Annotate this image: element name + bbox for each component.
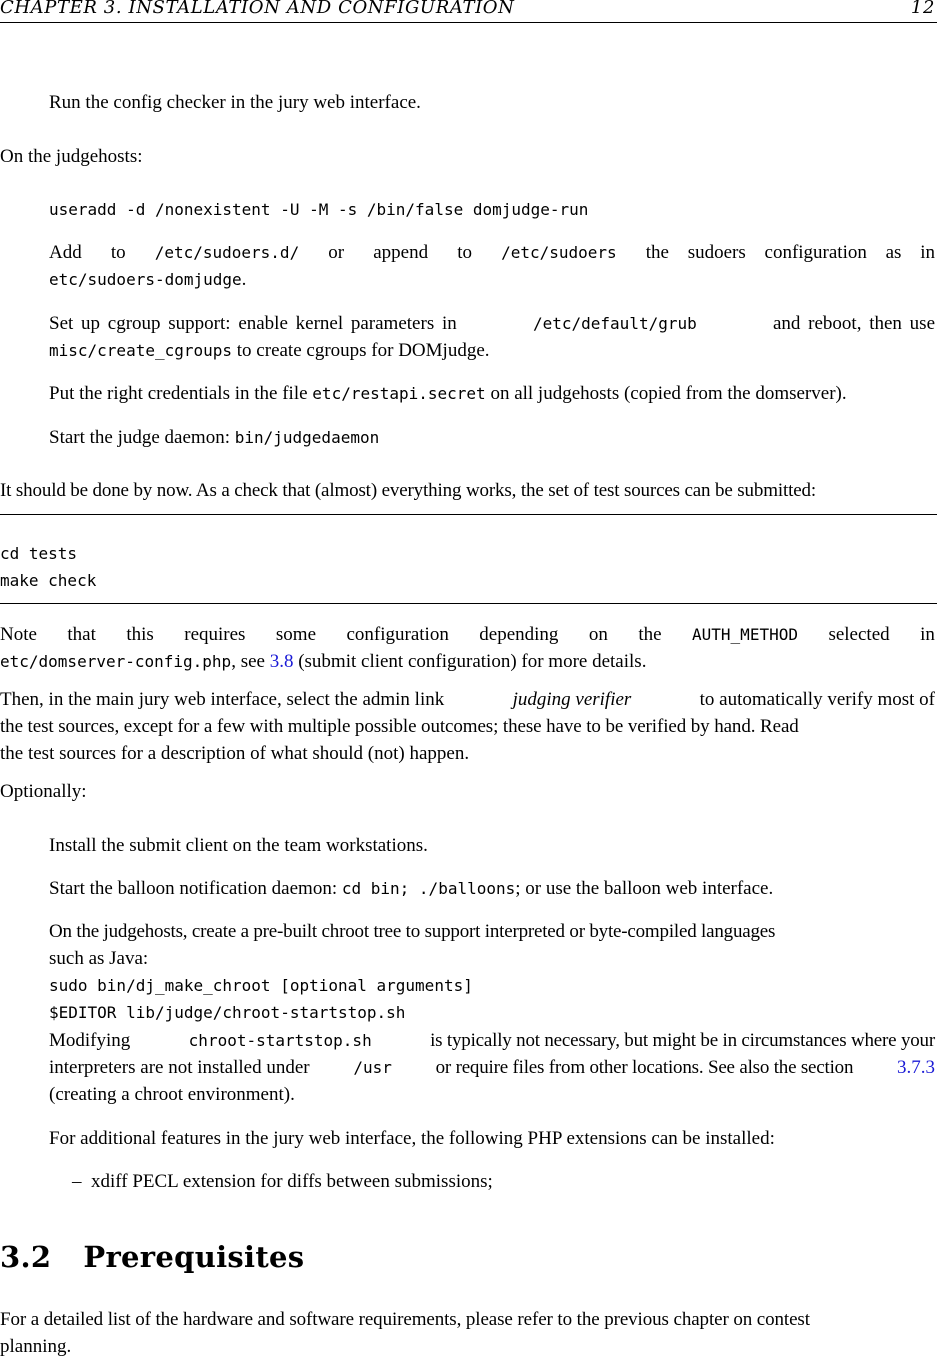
balloons-command: cd bin; ./balloons: [341, 879, 516, 898]
mod-text-d: or require files from other locations. See also the section: [435, 1057, 854, 1078]
note-word: requires: [184, 624, 246, 645]
restapi-secret-file: etc/restapi.secret: [312, 384, 486, 403]
verifier-text-1a: Then, in the main jury web interface, select the admin link: [0, 689, 445, 710]
section-ref-link[interactable]: 3.8: [269, 651, 294, 672]
make-chroot-command: sudo bin/dj_make_chroot [optional arguments]: [49, 976, 473, 995]
note-see: , see: [231, 651, 265, 672]
code-block-bottom-rule: [0, 603, 937, 604]
code-block-top-rule: [0, 514, 937, 515]
note-paragraph: [0, 621, 935, 648]
note-word: Note: [0, 624, 37, 645]
balloon-text-2: ; or use the balloon web interface.: [515, 878, 774, 899]
note-word: selected: [828, 624, 890, 645]
sudoers-step: [49, 239, 935, 266]
bullet-dash: –: [72, 1171, 82, 1192]
sudoers-file-line: [49, 266, 246, 293]
verifier-line-3: the test sources for a description of what should (not) happen.: [0, 743, 470, 764]
submit-client-step: Install the submit client on the team workstations.: [49, 835, 428, 856]
judgehosts-intro: On the judgehosts:: [0, 146, 143, 167]
verifier-paragraph: [0, 686, 935, 713]
judgedaemon-command: bin/judgedaemon: [234, 428, 380, 447]
edit-startstop-command: $EDITOR lib/judge/chroot-startstop.sh: [49, 1003, 406, 1022]
code-line: make check: [0, 571, 97, 590]
verifier-text-1b: to automatically verify most of: [699, 689, 935, 710]
cgroup-step-line2: [49, 337, 490, 364]
sudoers-word: to: [110, 242, 126, 263]
note-word: that: [67, 624, 96, 645]
sudoers-word: append: [373, 242, 429, 263]
modify-paragraph-line3: (creating a chroot environment).: [49, 1084, 295, 1105]
modify-paragraph: [49, 1027, 935, 1054]
sudoers-word: or: [328, 242, 345, 263]
credentials-step: [49, 380, 847, 407]
auth-method-setting: AUTH_METHOD: [692, 625, 798, 644]
note-word: depending: [479, 624, 559, 645]
daemon-text: Start the judge daemon:: [49, 427, 230, 448]
mod-text-a: Modifying: [49, 1030, 131, 1051]
sudoers-d-path: /etc/sudoers.d/: [154, 243, 300, 262]
note-word: in: [920, 624, 935, 645]
cgroup-step: [49, 310, 935, 337]
note-word: the: [638, 624, 662, 645]
chroot-step-line1: On the judgehosts, create a pre-built chroot tree to support interpreted or byte-compiled languages: [49, 921, 776, 942]
sudoers-path: /etc/sudoers: [501, 243, 617, 262]
php-extensions-step: For additional features in the jury web interface, the following PHP extensions can be installed:: [49, 1128, 775, 1149]
verifier-line-2: the test sources, except for a few with multiple possible outcomes; these have to be verified by hand. Read: [0, 716, 799, 737]
grub-path: /etc/default/grub: [532, 314, 697, 333]
mod-text-b: is typically not necessary, but might be in circumstances where your: [430, 1030, 935, 1051]
cgroup-text: Set up cgroup support: enable kernel parameters in: [49, 313, 457, 334]
running-header-chapter: CHAPTER 3. INSTALLATION AND CONFIGURATION: [0, 0, 515, 18]
domserver-config-file: etc/domserver-config.php: [0, 652, 232, 671]
chroot-step-line2: such as Java:: [49, 948, 149, 969]
balloon-step: [49, 875, 773, 902]
page-number: 12: [910, 0, 935, 18]
chroot-startstop-file: chroot-startstop.sh: [188, 1031, 372, 1050]
sudoers-word: Add: [49, 242, 82, 263]
sudoers-word: to: [457, 242, 472, 263]
judging-verifier-link[interactable]: judging verifier: [512, 689, 632, 710]
section-heading: [0, 1240, 304, 1274]
sudoers-domjudge-file: etc/sudoers-domjudge: [49, 270, 242, 289]
note-word: on: [588, 624, 608, 645]
cred-text-2: on all judgehosts (copied from the domserver).: [490, 383, 847, 404]
cgroup-text-2: and reboot, then use: [772, 313, 935, 334]
xdiff-list-item: [72, 1168, 493, 1195]
step-run-config-checker: Run the config checker in the jury web interface.: [49, 92, 421, 113]
header-rule: [0, 22, 937, 23]
note-paragraph-line2: [0, 648, 646, 675]
section-title: Prerequisites: [83, 1240, 305, 1274]
prerequisites-line-2: planning.: [0, 1336, 72, 1357]
useradd-command: useradd -d /nonexistent -U -M -s /bin/false domjudge-run: [49, 200, 589, 219]
xdiff-text: xdiff PECL extension for diffs between submissions;: [91, 1171, 493, 1192]
note-rest: (submit client configuration) for more details.: [298, 651, 647, 672]
prerequisites-line-1: For a detailed list of the hardware and software requirements, please refer to the previous chapter on contest: [0, 1309, 810, 1330]
mod-text-c: interpreters are not installed under: [49, 1057, 310, 1078]
usr-path: /usr: [353, 1058, 392, 1077]
create-cgroups-script: misc/create_cgroups: [49, 341, 233, 360]
note-word: configuration: [346, 624, 449, 645]
judgedaemon-step: [49, 424, 379, 451]
done-paragraph: It should be done by now. As a check that (almost) everything works, the set of test sources can be submitted:: [0, 480, 816, 501]
cgroup-text-3: to create cgroups for DOMjudge.: [236, 340, 490, 361]
code-block: [0, 540, 96, 594]
optionally-label: Optionally:: [0, 781, 87, 802]
chroot-section-link[interactable]: 3.7.3: [897, 1057, 935, 1078]
code-line: cd tests: [0, 544, 78, 563]
modify-paragraph-line2: [49, 1054, 935, 1081]
cred-text: Put the right credentials in the file: [49, 383, 308, 404]
sudoers-period: .: [241, 269, 247, 290]
note-word: this: [126, 624, 154, 645]
sudoers-text: the sudoers configuration as in: [645, 242, 935, 263]
balloon-text: Start the balloon notification daemon:: [49, 878, 338, 899]
section-number: 3.2: [0, 1240, 52, 1274]
note-word: some: [275, 624, 317, 645]
